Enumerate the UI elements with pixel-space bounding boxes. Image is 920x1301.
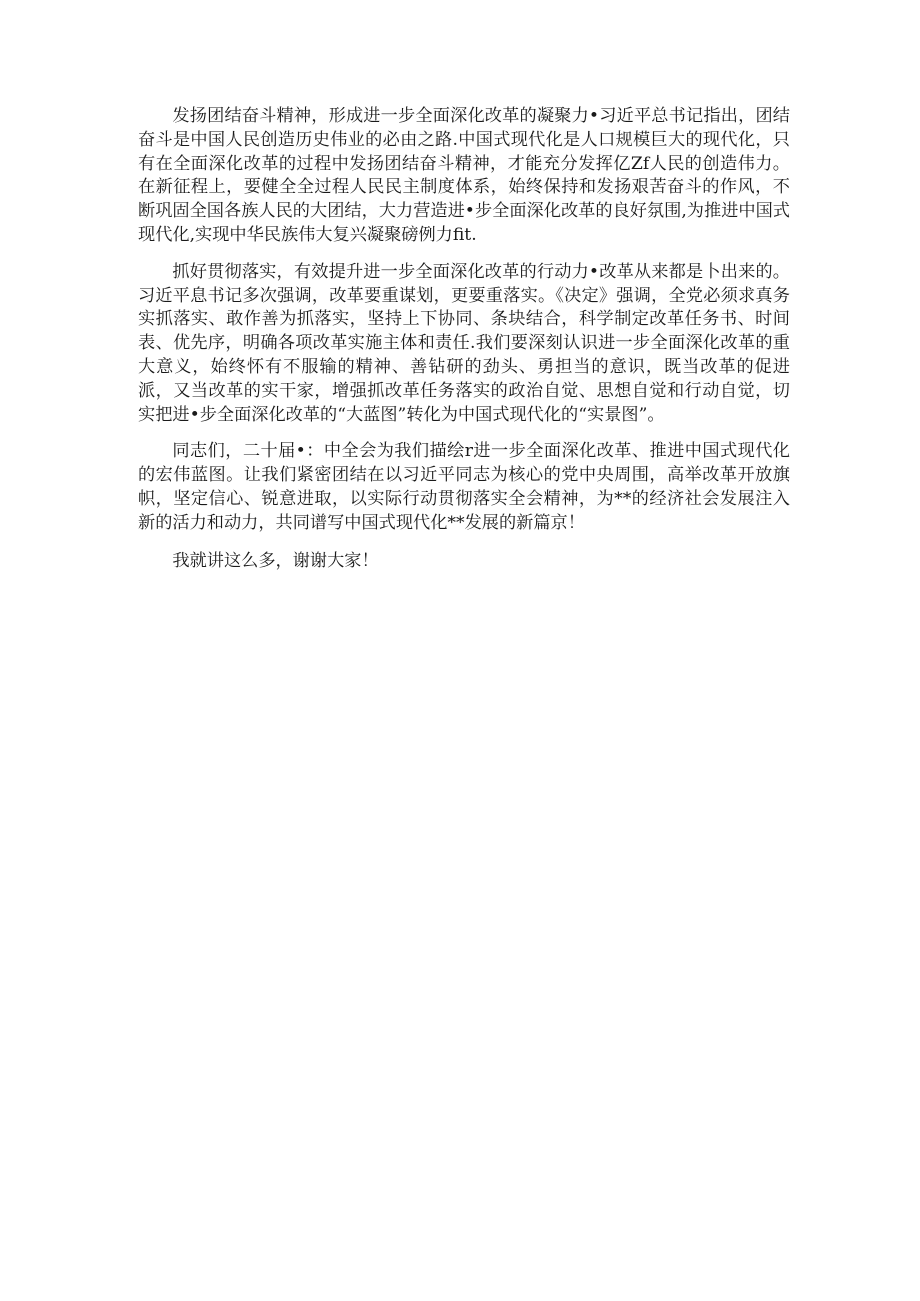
paragraph-comrades: 同志们，二十届•：中全会为我们描绘r进一步全面深化改革、推进中国式现代化的宏伟蓝图。让我们紧密团结在以习近平同志为核心的党中央周围，高举改革开放旗帜，坚定信心、锐意进取，以实际行动贯彻落实全会精神，为**的经济社会发展注入新的活力和动力，共同谱写中国式现代化**发展的新篇京！ (138, 441, 790, 533)
paragraph-unity-spirit: 发扬团结奋斗精神，形成进一步全面深化改革的凝聚力•习近平总书记指出，团结奋斗是中国人民创造历史伟业的必由之路.中国式现代化是人口规模巨大的现代化，只有在全面深化改革的过程中发扬团结奋斗精神，才能充分发挥亿Zf人民的创造伟力。在新征程上，要健全全过程人民民主制度体系，始终保持和发扬艰苦奋斗的作风，不断巩固全国各族人民的大团结，大力营造进•步全面深化改革的良好氛围,为推进中国式现代化,实现中华民族伟大复兴凝聚磅例力fit. (138, 106, 790, 245)
closing-remark: 我就讲这么多，谢谢大家！ (172, 550, 379, 571)
document-body (138, 105, 790, 586)
paragraph-implementation: 抓好贯彻落实，有效提升进一步全面深化改革的行动力•改革从来都是卜出来的。习近平息书记多次强调，改革要重谋划，更要重落实。《决定》强调，全党必须求真务实抓落实、敢作善为抓落实，坚持上下协同、条块结合，科学制定改革任务书、时间表、优先序，明确各项改革实施主体和责任.我们要深刻认识进一步全面深化改革的重大意义，始终怀有不服输的精神、善钻研的劲头、勇担当的意识，既当改革的促进派，又当改革的实干家，增强抓改革任务落实的政治自觉、思想自觉和行动自觉，切实把进•步全面深化改革的“大蓝图”转化为中国式现代化的“实景图”。 (138, 261, 790, 425)
